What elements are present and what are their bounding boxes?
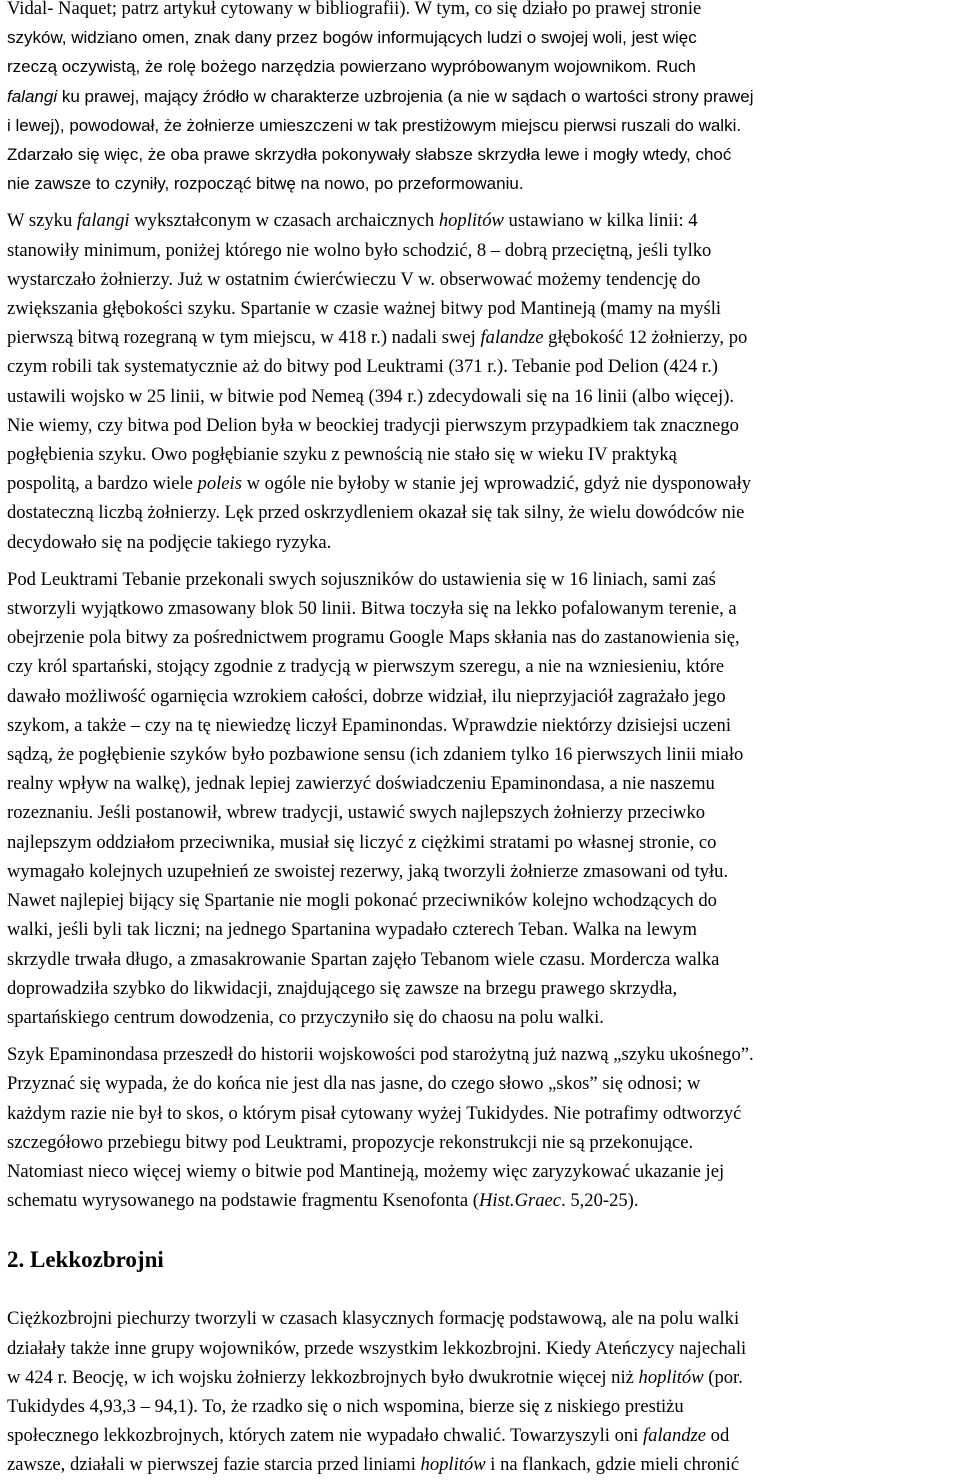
text-line: czym robili tak systematycznie aż do bitwy pod Leuktrami (371 r.). Tebanie pod Delion (424 r.) — [7, 356, 718, 378]
text-line: walki, jeśli byli tak liczni; na jednego Spartanina wypadało czterech Teban. Walka na lewym — [7, 919, 697, 941]
text-line — [7, 206, 957, 235]
text-line: Zdarzało się więc, że oba prawe skrzydła pokonywały słabsze skrzydła lewe i mogły wtedy, choć — [7, 145, 732, 165]
text-line: doprowadziła szybko do likwidacji, znajdującego się zawsze na brzegu prawego skrzydła, — [7, 977, 678, 999]
text-line: wymagało kolejnych uzupełnień ze swoistej rezerwy, jaką tworzyli żołnierze zmasowani od tyłu. — [7, 860, 729, 882]
text-line: decydowało się na podjęcie takiego ryzyka. — [7, 531, 332, 553]
text-line: sądzą, że pogłębienie szyków było pozbawione sensu (ich zdaniem tylko 16 pierwszych linii miało — [7, 744, 744, 766]
italic-term: falangi — [7, 86, 58, 106]
text-line: zwiększania głębokości szyku. Spartanie w czasie ważnej bitwy pod Mantineją (mamy na myśli — [7, 298, 722, 320]
text-line: pogłębienia szyku. Owo pogłębianie szyku z pewnością nie stało się w wieku IV praktyką — [7, 444, 677, 466]
text-run: (por. — [703, 1366, 743, 1388]
document-page — [7, 0, 957, 1480]
text-line — [7, 1363, 957, 1392]
paragraph-3 — [7, 565, 957, 1032]
text-run: . 5,20-25). — [561, 1190, 639, 1212]
text-run: zawsze, działali w pierwszej fazie starcia przed liniami — [7, 1454, 421, 1476]
section-heading: 2. Lekkozbrojni — [7, 1247, 164, 1273]
text-line: stworzyli wyjątkowo zmasowany blok 50 linii. Bitwa toczyła się na lekko pofalowanym terenie, a — [7, 598, 737, 620]
text-line: nie zawsze to czyniły, rozpocząć bitwę na nowo, po przeformowaniu. — [7, 174, 524, 194]
text-line: działały także inne grupy wojowników, przede wszystkim lekkozbrojni. Kiedy Ateńczycy najechali — [7, 1337, 747, 1359]
text-line: skrzydle trwała długo, a zmasakrowanie Spartan zajęło Tebanom wiele czasu. Mordercza walka — [7, 948, 720, 970]
paragraph-1 — [7, 0, 957, 198]
text-line: wystarczało żołnierzy. Już w ostatnim ćwierćwieczu V w. obserwować możemy tendencję do — [7, 268, 701, 290]
text-run: społecznego lekkozbrojnych, których zatem nie wypadało chwalić. Towarzyszyli oni — [7, 1425, 644, 1447]
italic-term: hoplitów — [638, 1366, 704, 1388]
text-line: rozeznaniu. Jeśli postanowił, wbrew tradycji, ustawić swych najlepszych żołnierzy przeciwko — [7, 802, 706, 824]
text-line: najlepszym oddziałom przeciwnika, musiał się liczyć z ciężkimi stratami po własnej stronie, co — [7, 831, 717, 853]
text-run: ustawiano w kilka linii: 4 — [503, 210, 698, 232]
text-line: szykom, a także – czy na tę niewiedzę liczył Epaminondas. Wprawdzie niektórzy dzisiejsi uczeni — [7, 714, 732, 736]
text-run: głębokość 12 żołnierzy, po — [543, 327, 748, 349]
italic-term: falandze — [480, 327, 544, 349]
text-line: ustawili wojsko w 25 linii, w bitwie pod Nemeą (394 r.) zdecydowali się na 16 linii (albo więcej). — [7, 385, 735, 407]
text-line: szyków, widziano omen, znak dany przez bogów informujących ludzi o swojej woli, jest więc — [7, 28, 697, 48]
text-line: szczegółowo przebiegu bitwy pod Leuktrami, propozycje rekonstrukcji nie są przekonujące. — [7, 1131, 694, 1153]
italic-term: falandze — [643, 1425, 707, 1447]
text-line — [7, 1186, 957, 1215]
text-run: i na flankach, gdzie mieli chronić — [485, 1454, 740, 1476]
text-line — [7, 469, 957, 498]
text-run: pospolitą, a bardzo wiele — [7, 473, 198, 495]
text-run: w ogóle nie byłoby w stanie jej wprowadzić, gdyż nie dysponowały — [241, 473, 752, 495]
text-line: spartańskiego centrum dowodzenia, co przyczyniło się do chaosu na polu walki. — [7, 1006, 604, 1028]
text-line: Tukidydes 4,93,3 – 94,1). To, że rzadko się o nich wspomina, bierze się z niskiego prestiżu — [7, 1395, 684, 1417]
text-line: czy król spartański, stojący zgodnie z tradycją w pierwszym szeregu, a nie na wzniesieniu, które — [7, 656, 725, 678]
text-line: realny wpływ na walkę), jednak lepiej zawierzyć doświadczeniu Epaminondasa, a nie naszemu — [7, 773, 715, 795]
text-run: w 424 r. Beocję, w ich wojsku żołnierzy lekkozbrojnych było dwukrotnie więcej niż — [7, 1366, 639, 1388]
italic-term: poleis — [197, 473, 242, 495]
italic-term: hoplitów — [438, 210, 504, 232]
text-line: stanowiły minimum, poniżej którego nie wolno było schodzić, 8 – dobrą przeciętną, jeśli tylko — [7, 239, 712, 261]
text-line — [7, 1450, 957, 1479]
text-run: schematu wyrysowanego na podstawie fragmentu Ksenofonta ( — [7, 1190, 479, 1212]
text-run: od — [706, 1425, 730, 1447]
paragraph-5 — [7, 1304, 957, 1479]
paragraph-2 — [7, 206, 957, 556]
text-line: Natomiast nieco więcej wiemy o bitwie pod Mantineją, możemy więc zaryzykować ukazanie jej — [7, 1160, 725, 1182]
paragraph-4 — [7, 1040, 957, 1215]
italic-term: hoplitów — [420, 1454, 486, 1476]
text-line: dostateczną liczbą żołnierzy. Lęk przed oskrzydleniem okazał się tak silny, że wielu dowódców nie — [7, 502, 745, 524]
text-line: Ciężkozbrojni piechurzy tworzyli w czasach klasycznych formację podstawową, ale na polu walki — [7, 1308, 740, 1330]
text-line: Przyznać się wypada, że do końca nie jest dla nas jasne, do czego słowo „skos” się odnosi; w — [7, 1073, 701, 1095]
text-line: i lewej), powodował, że żołnierze umieszczeni w tak prestiżowym miejscu pierwsi ruszali do walki. — [7, 115, 742, 135]
text-line — [7, 323, 957, 352]
text-run: ku prawej, mający źródło w charakterze uzbrojenia (a nie w sądach o wartości strony prawej — [57, 86, 754, 106]
text-line: obejrzenie pola bitwy za pośrednictwem programu Google Maps skłania nas do zastanowienia się, — [7, 627, 740, 649]
text-run: pierwszą bitwą rozegraną w tym miejscu, w 418 r.) nadali swej — [7, 327, 481, 349]
text-line: Szyk Epaminondasa przeszedł do historii wojskowości pod starożytną już nazwą „szyku ukośnego”. — [7, 1044, 754, 1066]
italic-term: falangi — [76, 210, 130, 232]
text-line: Nawet najlepiej bijący się Spartanie nie mogli pokonać przeciwników kolejno wchodzących do — [7, 890, 717, 912]
text-line: dawało możliwość ogarnięcia wzrokiem całości, dobrze widział, ilu nieprzyjaciół zagrażało jego — [7, 685, 726, 707]
text-line: Vidal- Naquet; patrz artykuł cytowany w bibliografii). W tym, co się działo po prawej stronie — [7, 0, 702, 19]
text-run: W szyku — [7, 210, 77, 232]
text-line: rzeczą oczywistą, że rolę bożego narzędzia powierzano wypróbowanym wojownikom. Ruch — [7, 57, 696, 77]
text-line — [7, 82, 957, 111]
text-line: każdym razie nie był to skos, o którym pisał cytowany wyżej Tukidydes. Nie potrafimy odtworzyć — [7, 1102, 742, 1124]
text-line: Nie wiemy, czy bitwa pod Delion była w beockiej tradycji pierwszym przypadkiem tak znacznego — [7, 414, 739, 436]
text-line: Pod Leuktrami Tebanie przekonali swych sojuszników do ustawienia się w 16 liniach, sami zaś — [7, 568, 716, 590]
italic-term: Hist.Graec — [478, 1190, 562, 1212]
text-run: wykształconym w czasach archaicznych — [129, 210, 439, 232]
